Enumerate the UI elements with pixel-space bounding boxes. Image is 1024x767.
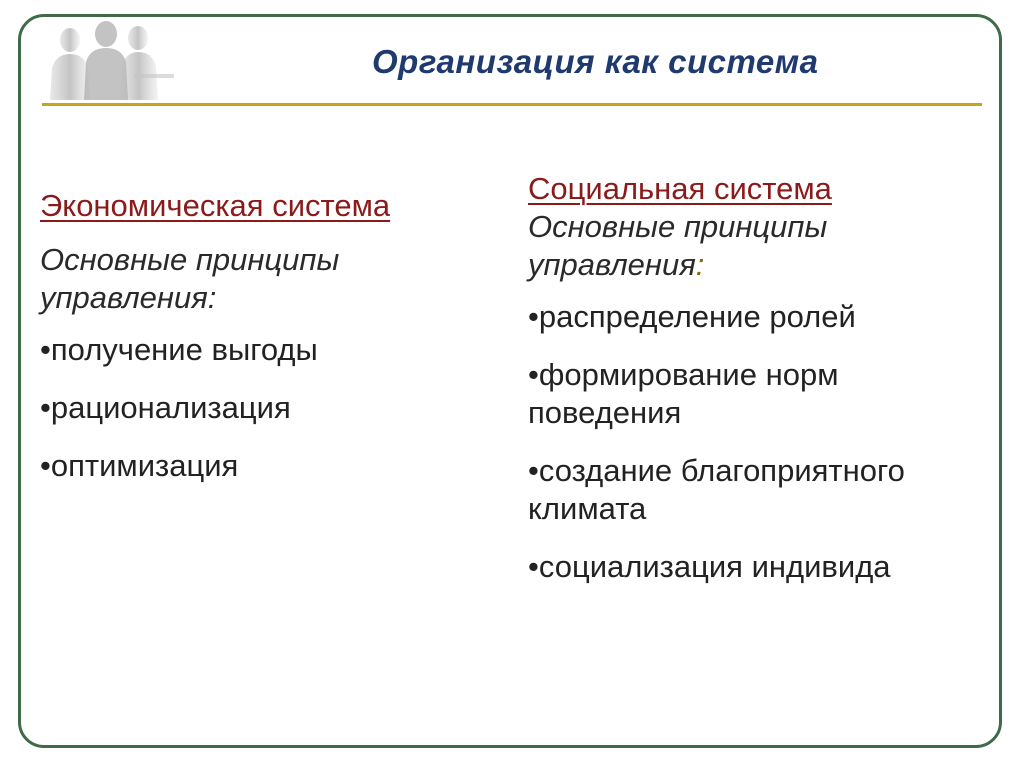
social-principles-text: Основные принципы управления [528, 209, 828, 282]
people-silhouette-logo [38, 16, 178, 100]
list-item: •оптимизация [40, 448, 239, 483]
list-item: •распределение ролей [528, 299, 856, 334]
title-underline-rule [42, 103, 982, 106]
social-principles-list [528, 298, 998, 586]
social-system-heading[interactable]: Социальная система [528, 171, 832, 206]
list-item: •формирование норм поведения [528, 357, 839, 430]
economic-system-column [40, 187, 500, 505]
list-item: •социализация индивида [528, 549, 891, 584]
economic-principles-label: Основные принципы управления: [40, 242, 340, 315]
slide-title: Организация как система [372, 43, 819, 80]
social-system-column [528, 170, 998, 606]
list-item: •получение выгоды [40, 332, 318, 367]
list-item: •рационализация [40, 390, 291, 425]
list-item: •создание благоприятного климата [528, 453, 905, 526]
economic-system-heading[interactable]: Экономическая система [40, 188, 391, 223]
social-principles-colon: : [695, 247, 705, 282]
social-principles-label [528, 208, 998, 284]
economic-principles-list [40, 331, 500, 485]
